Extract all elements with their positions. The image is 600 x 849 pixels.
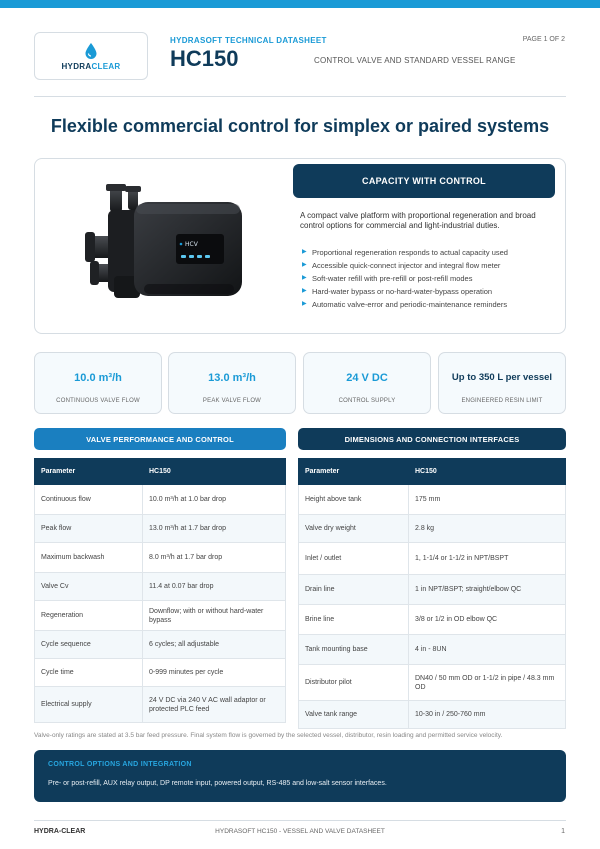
control-options-text: Pre- or post-refill, AUX relay output, DP remote input, powered output, RS-485 and low-salt sensor interfaces. xyxy=(48,780,387,787)
table-cell: 8.0 m³/h at 1.7 bar drop xyxy=(143,543,286,573)
stat-label: CONTINUOUS VALVE FLOW xyxy=(56,398,140,404)
stat-value: Up to 350 L per vessel xyxy=(451,372,553,383)
table-row xyxy=(299,575,566,605)
table-cell: 10-30 in / 250-760 mm xyxy=(409,701,566,729)
list-item: ▶ Hard-water bypass or no-hard-water-bypass operation xyxy=(302,287,493,296)
table-row xyxy=(299,701,566,729)
table-row xyxy=(35,573,286,601)
table-cell: Electrical supply xyxy=(35,687,143,723)
table-header-row xyxy=(299,459,566,485)
stat-label: CONTROL SUPPLY xyxy=(338,398,396,404)
table-row xyxy=(299,665,566,701)
table-cell: Cycle sequence xyxy=(35,631,143,659)
table-cell: Regeneration xyxy=(35,601,143,631)
stat-card-peak-flow xyxy=(168,352,296,414)
table-row xyxy=(35,485,286,515)
table-cell: Continuous flow xyxy=(35,485,143,515)
triangle-bullet-icon: ▶ xyxy=(302,249,307,255)
table-header-row xyxy=(35,459,286,485)
logo-wordmark: HYDRACLEAR xyxy=(61,61,121,71)
table-cell: 6 cycles; all adjustable xyxy=(143,631,286,659)
control-valve-image xyxy=(84,180,254,310)
list-item: ▶ Soft-water refill with pre-refill or post-refill modes xyxy=(302,274,473,283)
stat-value: 24 V DC xyxy=(346,372,388,384)
table-cell: 2.8 kg xyxy=(409,515,566,543)
stat-card-resin-limit xyxy=(438,352,566,414)
stat-value: 13.0 m³/h xyxy=(208,372,256,384)
triangle-bullet-icon: ▶ xyxy=(302,288,307,294)
footer-divider xyxy=(34,820,566,821)
table-row xyxy=(299,515,566,543)
list-item: ▶ Accessible quick-connect injector and integral flow meter xyxy=(302,261,501,270)
performance-table xyxy=(34,458,286,723)
top-accent-bar xyxy=(0,0,600,8)
stat-label: PEAK VALVE FLOW xyxy=(202,398,262,404)
list-item: ▶ Proportional regeneration responds to actual capacity used xyxy=(302,248,508,257)
feature-intro: A compact valve platform with proportional regeneration and broad control options for commercial and light-industrial duties. xyxy=(300,211,536,230)
footer-brand: HYDRA-CLEAR xyxy=(34,828,86,835)
capacity-banner: CAPACITY WITH CONTROL xyxy=(293,164,555,198)
triangle-bullet-icon: ▶ xyxy=(302,262,307,268)
table-row xyxy=(35,659,286,687)
brand-logo xyxy=(34,32,148,80)
water-drop-icon xyxy=(84,42,98,60)
table-cell: 0-999 minutes per cycle xyxy=(143,659,286,687)
page-indicator: PAGE 1 OF 2 xyxy=(522,36,565,43)
table-cell: Inlet / outlet xyxy=(299,543,409,575)
table-cell: Peak flow xyxy=(35,515,143,543)
table-cell: Cycle time xyxy=(35,659,143,687)
table-row xyxy=(299,605,566,635)
table-cell: 13.0 m³/h at 1.7 bar drop xyxy=(143,515,286,543)
table-cell: 11.4 at 0.07 bar drop xyxy=(143,573,286,601)
ratings-footnote: Valve-only ratings are stated at 3.5 bar feed pressure. Final system flow is governed by the selected vessel, distributor, resin loading and permitted service velocity. xyxy=(34,732,503,739)
table-cell: Brine line xyxy=(299,605,409,635)
table-cell: 10.0 m³/h at 1.0 bar drop xyxy=(143,485,286,515)
table-cell: 1, 1-1/4 or 1-1/2 in NPT/BSPT xyxy=(409,543,566,575)
stat-label: ENGINEERED RESIN LIMIT xyxy=(461,398,543,404)
feature-list xyxy=(300,246,560,311)
stat-card-continuous-flow xyxy=(34,352,162,414)
table-cell: Height above tank xyxy=(299,485,409,515)
header-divider xyxy=(34,96,566,97)
model-title: HC150 xyxy=(170,46,239,71)
table-row xyxy=(35,543,286,573)
performance-section-heading: VALVE PERFORMANCE AND CONTROL xyxy=(34,428,286,450)
table-cell: 4 in - 8UN xyxy=(409,635,566,665)
valve-display-text: HCV xyxy=(185,241,198,248)
table-row xyxy=(299,485,566,515)
dimensions-section-heading: DIMENSIONS AND CONNECTION INTERFACES xyxy=(298,428,566,450)
column-header: Parameter xyxy=(299,459,409,485)
stat-value: 10.0 m³/h xyxy=(74,372,122,384)
triangle-bullet-icon: ▶ xyxy=(302,301,307,307)
table-cell: DN40 / 50 mm OD or 1-1/2 in pipe / 48.3 mm OD xyxy=(409,665,566,701)
table-row xyxy=(299,635,566,665)
triangle-bullet-icon: ▶ xyxy=(302,275,307,281)
range-subtitle: CONTROL VALVE AND STANDARD VESSEL RANGE xyxy=(314,56,516,65)
page-headline: Flexible commercial control for simplex or paired systems xyxy=(50,116,550,136)
table-row xyxy=(35,515,286,543)
column-header: HC150 xyxy=(409,459,566,485)
table-cell: Drain line xyxy=(299,575,409,605)
control-options-title: CONTROL OPTIONS AND INTEGRATION xyxy=(48,761,192,768)
table-cell: Downflow; with or without hard-water bypass xyxy=(143,601,286,631)
column-header: Parameter xyxy=(35,459,143,485)
control-options-box xyxy=(34,750,566,802)
table-row xyxy=(299,543,566,575)
table-row xyxy=(35,631,286,659)
table-row xyxy=(35,601,286,631)
table-cell: 175 mm xyxy=(409,485,566,515)
dimensions-table xyxy=(298,458,566,729)
footer-page-number: 1 xyxy=(561,828,565,835)
table-cell: Valve dry weight xyxy=(299,515,409,543)
column-header: HC150 xyxy=(143,459,286,485)
table-cell: 24 V DC via 240 V AC wall adaptor or protected PLC feed xyxy=(143,687,286,723)
list-item: ▶ Automatic valve-error and periodic-maintenance reminders xyxy=(302,300,508,309)
table-cell: 3/8 or 1/2 in OD elbow QC xyxy=(409,605,566,635)
table-cell: Valve Cv xyxy=(35,573,143,601)
table-cell: Valve tank range xyxy=(299,701,409,729)
table-cell: 1 in NPT/BSPT; straight/elbow QC xyxy=(409,575,566,605)
table-row xyxy=(35,687,286,723)
table-cell: Maximum backwash xyxy=(35,543,143,573)
datasheet-kicker: HYDRASOFT TECHNICAL DATASHEET xyxy=(170,36,327,45)
footer-document-title: HYDRASOFT HC150 - VESSEL AND VALVE DATASHEET xyxy=(215,828,385,835)
table-cell: Tank mounting base xyxy=(299,635,409,665)
stat-card-control-supply xyxy=(303,352,431,414)
table-cell: Distributor pilot xyxy=(299,665,409,701)
